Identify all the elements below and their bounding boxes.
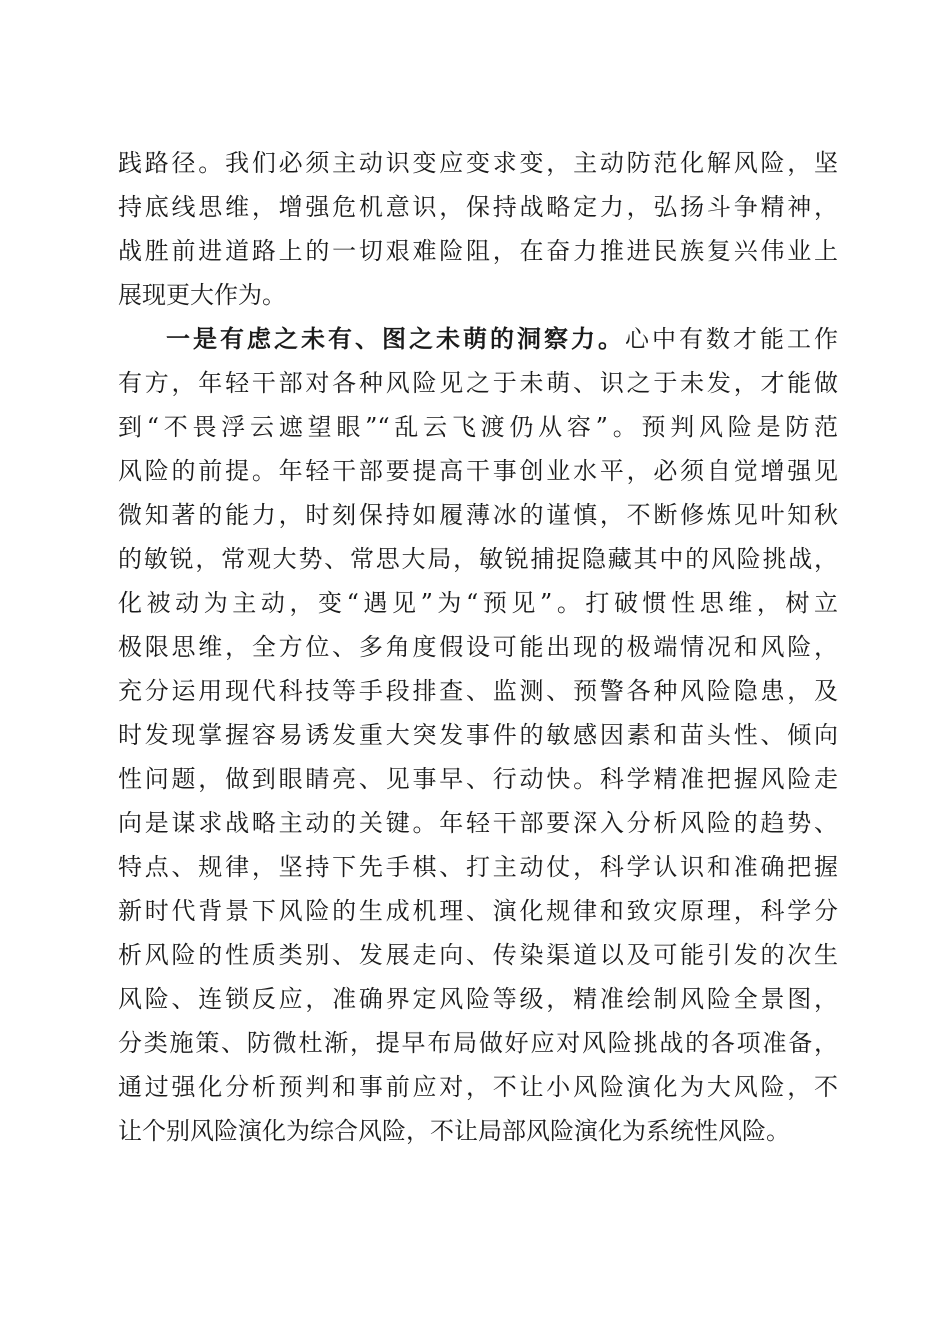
text-line: 让个别风险演化为综合风险，不让局部风险演化为系统性风险。 (118, 1117, 790, 1145)
text-line: 性问题，做到眼睛亮、见事早、行动快。科学精准把握风险走 (118, 765, 838, 793)
body-text (118, 141, 838, 1153)
text-line: 充分运用现代科技等手段排查、监测、预警各种风险隐患，及 (118, 677, 838, 705)
text-line: 通过强化分析预判和事前应对，不让小风险演化为大风险，不 (118, 1073, 838, 1101)
text-line: 时发现掌握容易诱发重大突发事件的敏感因素和苗头性、倾向 (118, 721, 838, 749)
text-line: 战胜前进道路上的一切艰难险阻，在奋力推进民族复兴伟业上 (118, 237, 838, 265)
text-line: 析风险的性质类别、发展走向、传染渠道以及可能引发的次生 (118, 941, 838, 969)
text-line: 持底线思维，增强危机意识，保持战略定力，弘扬斗争精神， (118, 193, 838, 221)
text-line: 分类施策、防微杜渐，提早布局做好应对风险挑战的各项准备， (118, 1029, 838, 1057)
text-line: 践路径。我们必须主动识变应变求变，主动防范化解风险，坚 (118, 149, 838, 177)
text-line: 到“不畏浮云遮望眼”“乱云飞渡仍从容”。预判风险是防范 (118, 413, 838, 441)
text-line: 风险的前提。年轻干部要提高干事创业水平，必须自觉增强见 (118, 457, 838, 485)
text-line: 展现更大作为。 (118, 281, 286, 309)
text-line: 微知著的能力，时刻保持如履薄冰的谨慎，不断修炼见叶知秋 (118, 501, 838, 529)
text-span: 心中有数才能工作 (625, 325, 838, 353)
text-line: 新时代背景下风险的生成机理、演化规律和致灾原理，科学分 (118, 897, 838, 925)
text-line: 的敏锐，常观大势、常思大局，敏锐捕捉隐藏其中的风险挑战， (118, 545, 838, 573)
paragraph-2 (118, 317, 838, 1153)
text-line: 风险、连锁反应，准确界定风险等级，精准绘制风险全景图， (118, 985, 838, 1013)
text-line: 向是谋求战略主动的关键。年轻干部要深入分析风险的趋势、 (118, 809, 838, 837)
paragraph-1 (118, 141, 838, 317)
text-line: 有方，年轻干部对各种风险见之于未萌、识之于未发，才能做 (118, 369, 838, 397)
text-line: 化被动为主动，变“遇见”为“预见”。打破惯性思维，树立 (118, 589, 838, 617)
text-line: 特点、规律，坚持下先手棋、打主动仗，科学认识和准确把握 (118, 853, 838, 881)
text-line: 极限思维，全方位、多角度假设可能出现的极端情况和风险， (118, 633, 838, 661)
text-line (118, 317, 838, 361)
paragraph-lead-heading: 一是有虑之未有、图之未萌的洞察力。 (166, 324, 625, 353)
